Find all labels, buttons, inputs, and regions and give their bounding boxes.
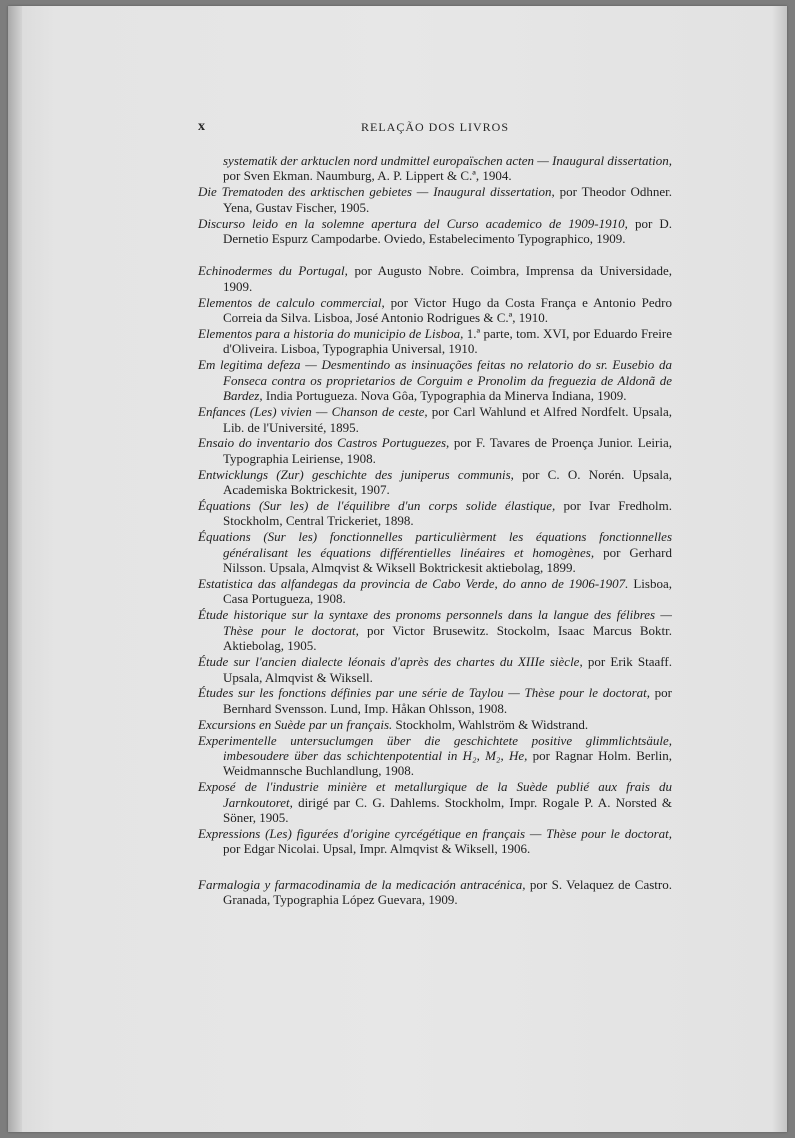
list-entry: Étude sur l'ancien dialecte léonais d'après des chartes du XIIIe siècle, por Erik Staaff. Upsala, Almqvist & Wiksell.: [198, 654, 672, 685]
list-entry: Équations (Sur les) de l'équilibre d'un corps solide élastique, por Ivar Fredholm. Stockholm, Central Trickeriet, 1898.: [198, 498, 673, 529]
page-gutter-shadow: [8, 6, 22, 1132]
list-entry: Experimentelle untersuclumgen über die geschichtete positive glimmlichtsäule, imbesoudere über das schichtenpotential in H₂, M₂, He, por Ragnar Holm. Berlin, Weidmannsche Buchlandlung, 1908.: [198, 732, 672, 779]
list-entry: Echinodermes du Portugal, por Augusto Nobre. Coimbra, Imprensa da Universidade, 1909.: [198, 263, 673, 294]
book-list: [198, 153, 672, 908]
list-entry: Discurso leido en la solemne apertura del Curso academico de 1909-1910, por D. Dernetio Espurz Campodarbe. Oviedo, Estabelecimento Typographico, 1909.: [198, 215, 672, 247]
list-entry: Die Trematoden des arktischen gebietes — Inaugural dissertation, por Theodor Odhner. Yena, Gustav Fischer, 1905.: [198, 184, 673, 215]
list-entry: Farmalogia y farmacodinamia de la medicación antracénica, por S. Velaquez de Castro. Granada, Typographia López Guevara, 1909.: [198, 876, 672, 908]
list-entry: Estatistica das alfandegas da provincia de Cabo Verde, do anno de 1906-1907. Lisboa, Casa Portugueza, 1908.: [198, 576, 673, 607]
list-entry: Expressions (Les) figurées d'origine cyrcégétique en français — Thèse pour le doctorat, por Edgar Nicolai. Upsal, Impr. Almqvist & Wiksell, 1906.: [198, 826, 672, 857]
list-entry: Elementos de calculo commercial, por Victor Hugo da Costa França e Antonio Pedro Correia da Silva. Lisboa, José Antonio Rodrigues & C.ª, 1910.: [198, 294, 672, 326]
list-entry: Elementos para a historia do municipio de Lisboa, 1.ª parte, tom. XVI, por Eduardo Freire d'Oliveira. Lisboa, Typographia Universal, 1910.: [198, 326, 672, 357]
running-title: RELAÇÃO DOS LIVROS: [360, 120, 509, 134]
list-entry: systematik der arktuclen nord undmittel europaïschen acten — Inaugural dissertation, por Sven Ekman. Naumburg, A. P. Lippert & C.ª, 1904.: [223, 153, 672, 184]
list-entry: Études sur les fonctions définies par une série de Taylou — Thèse pour le doctorat, por Bernhard Svensson. Lund, Imp. Håkan Ohlsson, 1908.: [198, 685, 672, 716]
list-entry: Em legitima defeza — Desmentindo as insinuações feitas no relatorio do sr. Eusebio da Fonseca contra os proprietarios de Corguim e Pronolim da freguezia de Aldonã de Bardez, India Portugueza. Nova Gôa, Typographia da Minerva Indiana, 1909.: [198, 357, 672, 404]
page-number: x: [198, 119, 205, 134]
list-entry: Ensaio do inventario dos Castros Portuguezes, por F. Tavares de Proença Junior. Leiria, Typographia Leiriense, 1908.: [198, 435, 672, 466]
list-entry: Exposé de l'industrie minière et metallurgique de la Suède publié aux frais du Jarnkoutoret, dirigé par C. G. Dahlems. Stockholm, Impr. Rogale P. A. Norsted & Söner, 1905.: [198, 779, 672, 826]
list-entry: Équations (Sur les) fonctionnelles particulièrment les équations fonctionnelles généralisant les équations différentielles linéaires et homogènes, por Gerhard Nilsson. Upsala, Almqvist & Wiksell Boktrickesit aktiebolag, 1899.: [198, 529, 672, 576]
page-edge-shadow: [772, 6, 787, 1132]
list-entry: Étude historique sur la syntaxe des pronoms personnels dans la langue des félibres — Thèse pour le doctorat, por Victor Brusewitz. Stockolm, Isaac Marcus Boktr. Aktiebolag, 1905.: [198, 607, 673, 654]
list-entry: Entwicklungs (Zur) geschichte des juniperus communis, por C. O. Norén. Upsala, Academiska Boktrickesit, 1907.: [198, 466, 672, 498]
page-header: [198, 119, 672, 139]
list-entry: Enfances (Les) vivien — Chanson de ceste, por Carl Wahlund et Alfred Nordfelt. Upsala, Lib. de l'Université, 1895.: [198, 404, 672, 435]
list-entry: Excursions en Suède par un français. Stockholm, Wahlström & Widstrand.: [198, 716, 589, 732]
